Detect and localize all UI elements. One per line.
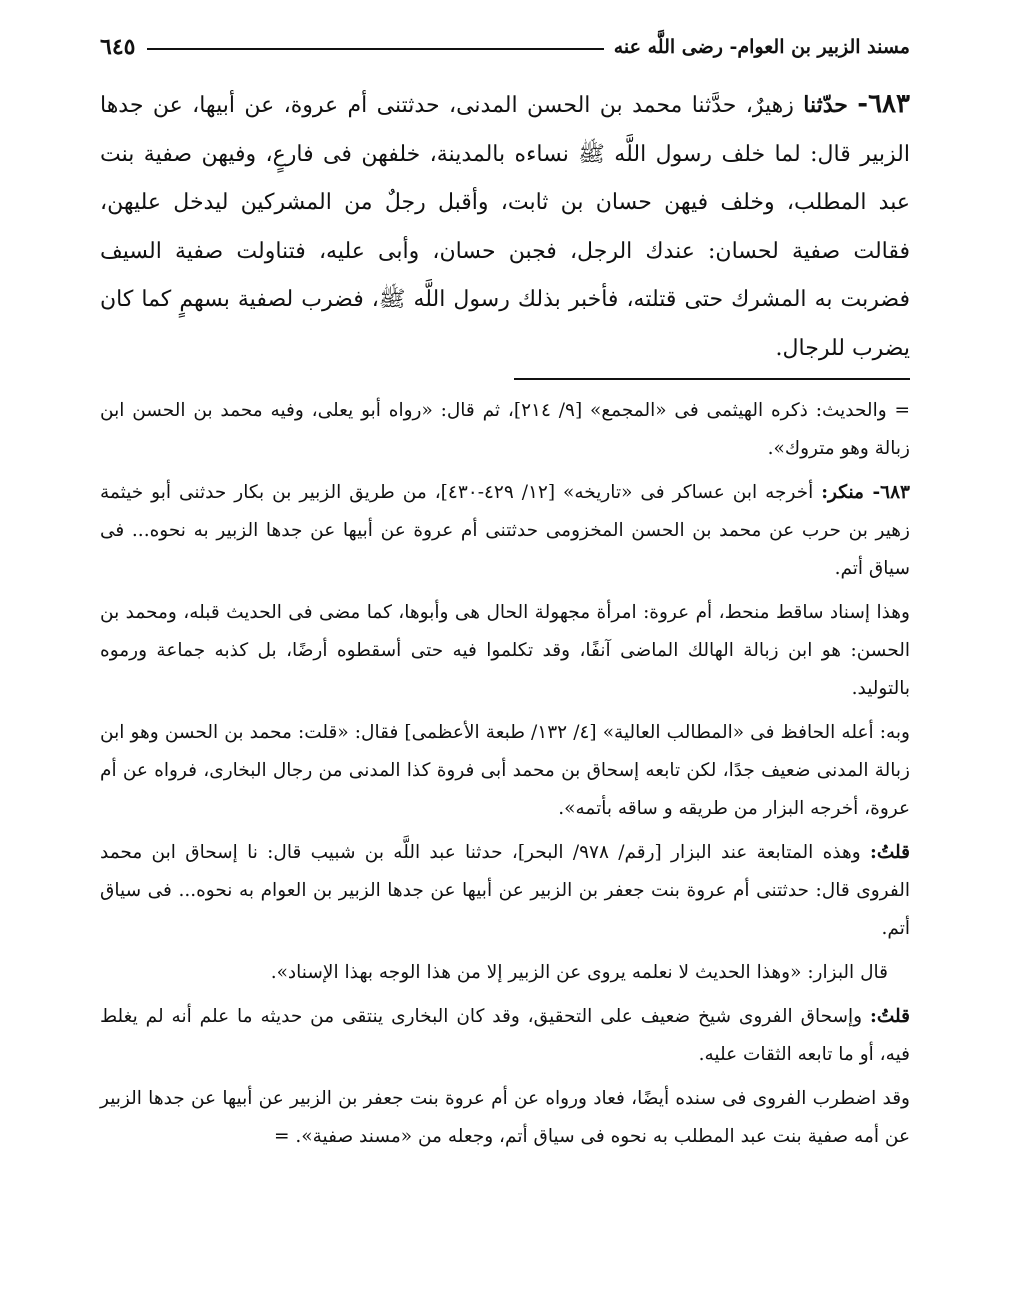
hadith-body: زهيرٌ، حدَّثنا محمد بن الحسن المدنى، حدثتنى أم عروة، عن أبيها، عن جدها الزبير قال: لما خلف رسول اللَّه ﷺ نساءه بالمدينة، خلفهن فى فارعٍ، وفيهن صفية بنت عبد المطلب، وخلف فيهن حسان بن ثابت، وأقبل رجلٌ من المشركين ليدخل عليهن، فقالت صفية لحسان: عندك الرجل، فجبن حسان، وأبى عليه، فتناولت صفية السيف فضربت به المشرك حتى قتلته، فأخبر بذلك رسول اللَّه ﷺ، فضرب لصفية بسهمٍ كما كان يضرب للرجال.: [100, 93, 910, 361]
footnote-text: وهذا إسناد ساقط منحط، أم عروة: امرأة مجهولة الحال هى وأبوها، كما مضى فى الحديث قبله، ومحمد بن الحسن: هو ابن زبالة الهالك الماضى آنفًا، وقد تكلموا فيه حتى أسقطوه أرضًا، بل كذبه جماعة ورموه بالتوليد.: [100, 602, 910, 699]
footnote-text: = والحديث: ذكره الهيثمى فى «المجمع» [٩/ ٢١٤]، ثم قال: «رواه أبو يعلى، وفيه محمد بن الحسن ابن زبالة وهو متروك».: [100, 400, 910, 459]
footnote-paragraph: [100, 474, 910, 588]
footnote-text: وبه: أعله الحافظ فى «المطالب العالية» [٤/ ١٣٢/ طبعة الأعظمى] فقال: «قلت: محمد بن الحسن وهو ابن زبالة المدنى ضعيف جدًا، لكن تابعه إسحاق بن محمد أبى فروة كذا المدنى من رجال البخارى، فرواه عن أم عروة، أخرجه البزار من طريقه و ساقه بأتمه».: [100, 722, 910, 819]
footnote-text: وهذه المتابعة عند البزار [رقم/ ٩٧٨/ البحر]، حدثنا عبد اللَّه بن شبيب قال: نا إسحاق ابن محمد الفروى قال: حدثتنى أم عروة بنت جعفر بن الزبير عن أبيها عن جدها الزبير بن العوام به نحوه... فى سياق أتم.: [100, 842, 910, 939]
header-rule: [147, 48, 603, 50]
footnote-divider: [514, 378, 910, 380]
page-number: ٦٤٥: [100, 34, 136, 60]
footnote-lead: قلتُ:: [870, 842, 910, 863]
footnote-paragraph: [100, 594, 910, 708]
footnote-text: وقد اضطرب الفروى فى سنده أيضًا، فعاد ورواه عن أم عروة بنت جعفر بن الزبير عن أبيها عن جدها الزبير عن أمه صفية بنت عبد المطلب به نحوه فى سياق أتم، وجعله من «مسند صفية». =: [100, 1088, 910, 1147]
footnote-paragraph: [100, 1080, 910, 1156]
footnote-text: أخرجه ابن عساكر فى «تاريخه» [١٢/ ٤٢٩-٤٣٠]، من طريق الزبير بن بكار حدثنى أبو خيثمة زهير بن حرب عن محمد بن الحسن المخزومى حدثتنى أم عروة عن أبيها عن جدها الزبير به نحوه... فى سياق أتم.: [100, 482, 910, 579]
hadith-number: ٦٨٣-: [857, 89, 910, 119]
header-title: مسند الزبير بن العوام- رضى اللَّه عنه: [613, 36, 910, 58]
footnote-paragraph: [100, 954, 910, 992]
footnote-paragraph: [100, 834, 910, 948]
footnotes: [100, 392, 910, 1162]
hadith-lead: حدّثنا: [803, 92, 848, 118]
running-header: [100, 30, 910, 64]
footnote-paragraph: [100, 998, 910, 1074]
footnote-paragraph: [100, 714, 910, 828]
footnote-text: قال البزار: «وهذا الحديث لا نعلمه يروى عن الزبير إلا من هذا الوجه بهذا الإسناد».: [270, 962, 888, 983]
hadith-text: [100, 80, 910, 373]
footnote-paragraph: [100, 392, 910, 468]
footnote-lead: ٦٨٣- منكر:: [821, 482, 910, 503]
footnote-lead: قلتُ:: [870, 1006, 910, 1027]
footnote-text: وإسحاق الفروى شيخ ضعيف على التحقيق، وقد كان البخارى ينتقى من حديثه ما علم أنه لم يغلط فيه، أو ما تابعه الثقات عليه.: [100, 1006, 910, 1065]
